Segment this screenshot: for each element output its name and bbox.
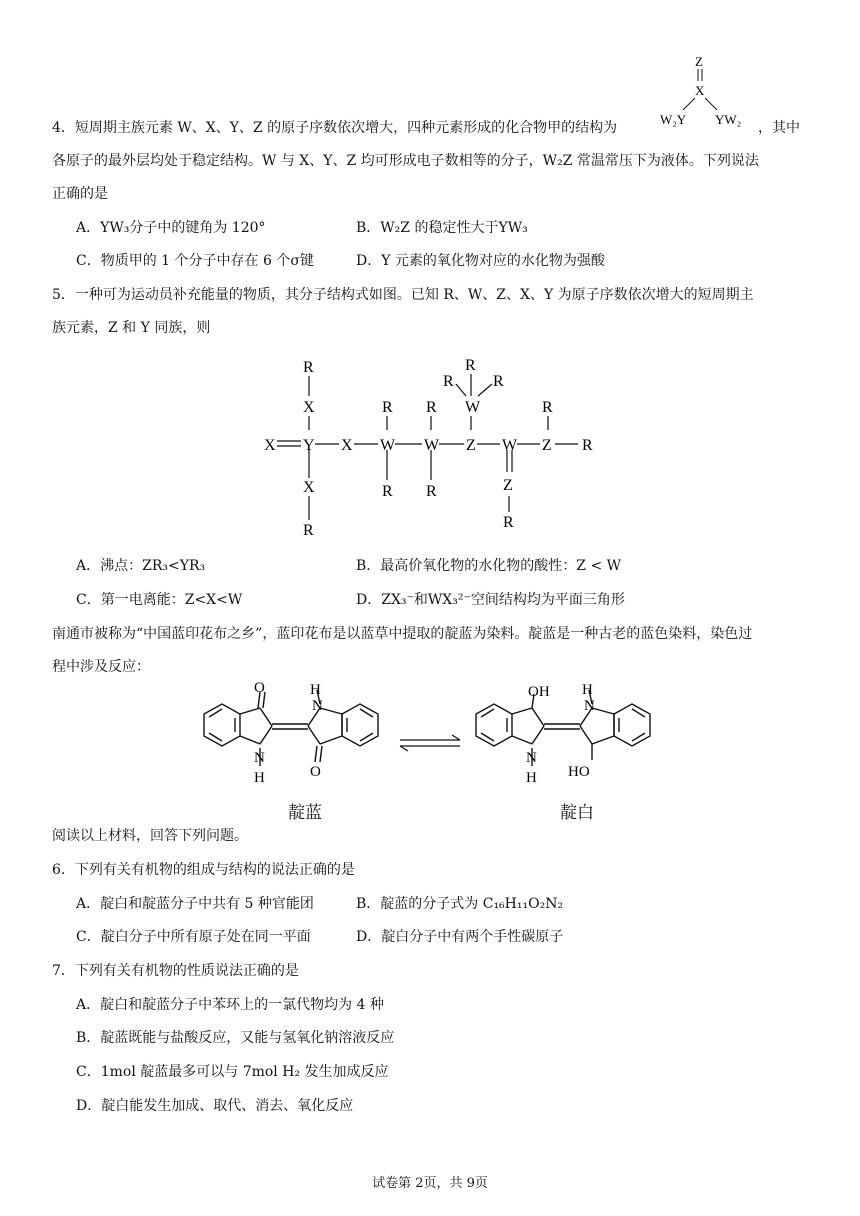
q-bond [580, 726, 592, 744]
q5-atom-y: Y [303, 437, 315, 454]
q-bond [315, 746, 317, 762]
q5-atom-x-chain: X [341, 437, 353, 454]
q5-bond [478, 384, 492, 396]
q5-atom-r-z2: R [503, 514, 514, 531]
q5-option-c: C．第一电离能：Z<X<W [76, 592, 243, 608]
q7-option-c: C．1mol 靛蓝最多可以与 7mol H₂ 发生加成反应 [76, 1064, 389, 1080]
equilibrium-arrow-head [400, 746, 408, 751]
q-bond [308, 726, 320, 744]
q5-atom-r-w1-up: R [382, 399, 393, 416]
q4-struct-left: W₂Y [660, 112, 687, 127]
q6-option-c: C．靛白分子中所有原子处在同一平面 [76, 929, 311, 945]
q5-atom-r-w3-right: R [493, 373, 504, 390]
q5-structure-diagram [260, 350, 600, 545]
q4-bond-left [683, 98, 695, 110]
label-leucoindigo: 靛白 [560, 803, 594, 823]
atom-label: N [312, 698, 323, 714]
q5-atom-r-down: R [303, 522, 314, 539]
q5-option-d: D．ZX₃⁻和WX₃²⁻空间结构均为平面三角形 [356, 592, 625, 608]
atom-label: H [310, 682, 321, 698]
q4-option-d: D．Y 元素的氧化物对应的水化物为强酸 [356, 253, 605, 269]
q-bond [320, 708, 342, 714]
passage-line2: 程中涉及反应： [52, 659, 150, 675]
q4-option-c: C．物质甲的 1 个分子中存在 6 个σ键 [76, 253, 314, 269]
atom-label: H [526, 770, 537, 786]
q6-option-b: B．靛蓝的分子式为 C₁₆H₁₁O₂N₂ [356, 896, 564, 912]
q5-option-b: B．最高价氧化物的水化物的酸性：Z < W [356, 558, 622, 574]
atom-label: HO [568, 764, 590, 780]
q5-atom-r-w2-up: R [426, 399, 437, 416]
q5-atom-z3: Z [542, 437, 552, 454]
q5-atom-r-up: R [303, 359, 314, 376]
q-bond [240, 736, 260, 744]
q4-line1-post: ，其中 [758, 120, 800, 136]
q5-atom-x-up: X [303, 399, 315, 416]
atom-label: N [526, 750, 537, 766]
q5-atom-r-end: R [582, 437, 593, 454]
q4-line1 [52, 118, 617, 138]
q4-structure-diagram [655, 52, 755, 136]
leucoindigo-molecule [476, 690, 650, 766]
q5-line1: 5．一种可为运动员补充能量的物质，其分子结构式如图。已知 R、W、Z、X、Y 为原子序数依次增大的短周期主 [52, 287, 754, 303]
atom-label: H [254, 770, 265, 786]
q7-stem: 7．下列有关有机物的性质说法正确的是 [52, 963, 299, 979]
q-bond [260, 708, 272, 726]
q-bond [320, 746, 322, 762]
atom-label: O [310, 764, 321, 780]
q-bond [240, 708, 260, 714]
q5-bond [456, 384, 466, 396]
q5-atom-r-w3-left: R [443, 373, 454, 390]
q5-atom-w3: W [465, 399, 481, 416]
q4-line2: 各原子的最外层均处于稳定结构。W 与 X、Y、Z 均可形成电子数相等的分子，W₂Z 常温常压下为液体。下列说法 [52, 153, 759, 169]
q5-atom-w4: W [502, 437, 518, 454]
q-bond [532, 708, 544, 726]
equilibrium-arrow-head [452, 735, 460, 740]
q7-option-a: A．靛白和靛蓝分子中苯环上的一氯代物均为 4 种 [76, 997, 384, 1013]
q5-atom-r-w1-down: R [382, 483, 393, 500]
q-bond [592, 736, 614, 744]
atom-label: N [584, 698, 595, 714]
q4-line3: 正确的是 [52, 186, 108, 202]
atom-label: OH [528, 684, 550, 700]
q4-struct-right: YW₂ [715, 112, 742, 127]
indigo-reaction-diagram [190, 678, 670, 798]
q4-option-b: B．W₂Z 的稳定性大于YW₃ [356, 220, 528, 236]
passage-reading: 阅读以上材料，回答下列问题。 [52, 828, 248, 844]
q6-stem: 6．下列有关有机物的组成与结构的说法正确的是 [52, 862, 355, 878]
atom-label: H [582, 682, 593, 698]
q5-option-a: A．沸点：ZR₃<YR₃ [76, 558, 206, 574]
q6-option-d: D．靛白分子中有两个手性碳原子 [356, 929, 564, 945]
q6-option-a: A．靛白和靛蓝分子中共有 5 种官能团 [76, 896, 314, 912]
q-bond [512, 736, 532, 744]
q4-bond-right [705, 98, 717, 110]
label-indigo: 靛蓝 [288, 803, 322, 823]
q5-atom-w2: W [424, 437, 440, 454]
q5-atom-x-left: X [264, 437, 276, 454]
atom-label: N [254, 750, 265, 766]
q-bond [512, 708, 532, 714]
passage-line1: 南通市被称为“中国蓝印花布之乡”，蓝印花布是以蓝草中提取的靛蓝为染料。靛蓝是一种古老的蓝色染料，染色过 [52, 626, 753, 642]
q5-atom-x-down: X [303, 479, 315, 496]
q7-option-b: B．靛蓝既能与盐酸反应，又能与氢氧化钠溶液反应 [76, 1030, 395, 1046]
q-bond [592, 708, 614, 714]
q5-atom-r-w2-down: R [426, 483, 437, 500]
q-bond [260, 726, 272, 744]
q5-line2: 族元素，Z 和 Y 同族，则 [52, 320, 211, 336]
q4-struct-top: Z [695, 54, 703, 69]
q4-line1-pre: 4．短周期主族元素 W、X、Y、Z 的原子序数依次增大，四种元素形成的化合物甲的结构为 [52, 120, 618, 136]
q5-atom-w1: W [380, 437, 396, 454]
q5-atom-z2: Z [503, 477, 513, 494]
q5-atom-r-z3-up: R [542, 399, 553, 416]
q-bond [532, 726, 544, 744]
q-bond [320, 736, 342, 744]
q5-atom-z1: Z [466, 437, 476, 454]
page-footer: 试卷第 2页，共 9页 [372, 1176, 488, 1191]
q7-option-d: D．靛白能发生加成、取代、消去、氧化反应 [76, 1098, 354, 1114]
q4-option-a: A．YW₃分子中的键角为 120° [76, 220, 266, 236]
indigo-molecule [204, 690, 378, 766]
q4-struct-center: X [695, 83, 705, 98]
q5-atom-r-w3-top: R [465, 357, 476, 374]
atom-label: O [254, 680, 265, 696]
